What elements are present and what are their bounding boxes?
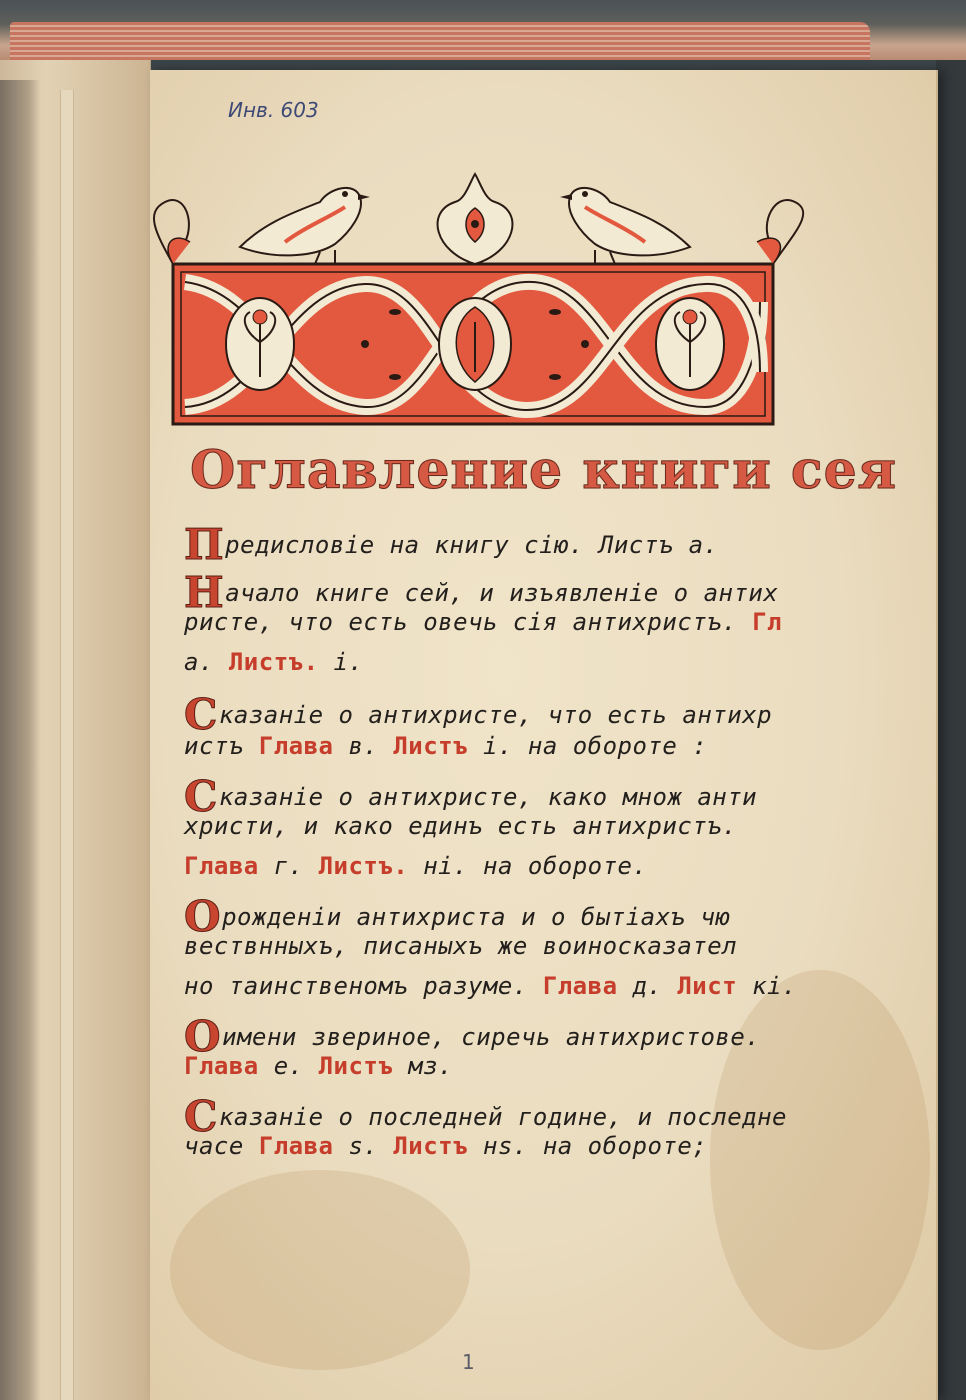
inventory-note: Инв. 603 [228,98,319,122]
entry-text: но таинственомъ разуме. [184,972,543,1000]
entry-tail: і. на обороте : [483,732,708,760]
initial-capital: С [184,690,218,739]
entry-text: казаніе о последней године, и последне [218,1103,788,1131]
right-bird [560,188,690,264]
rubric-text: Листъ. [228,648,334,676]
toc-line [184,852,647,880]
book-cover-edge [936,60,966,1400]
rubric-text: Листъ. [318,852,424,880]
entry-text: ачало книге сей, и изъявленіе о антих [225,579,779,607]
rubric-text: Листъ [318,1052,409,1080]
entry-text: часе [184,1132,259,1160]
rubric-text: Глава [258,732,349,760]
entry-tail: і. [333,648,364,676]
entry-number: е. [273,1052,319,1080]
rubric-text: Лист [677,972,753,1000]
entry-text: редисловіе на книгу сію. Листъ а. [225,531,719,559]
entry-number: д. [632,972,678,1000]
toc-line [184,648,363,676]
rubric-text: Глава [184,1052,274,1080]
entry-text: казаніе о антихристе, како множ анти [218,783,758,811]
rubric-text: Глава [258,1132,349,1160]
initial-capital: С [184,1092,218,1141]
toc-line [184,1132,707,1160]
initial-capital: С [184,772,218,821]
rubric-text: Листъ [393,1132,484,1160]
initial-capital: О [184,1012,222,1061]
page-edges-red [10,22,870,60]
page-title: Оглавление книги сея [190,440,898,501]
toc-line [184,972,797,1000]
rubric-text: Глава [184,852,274,880]
entry-tail: нs. на обороте; [483,1132,708,1160]
entry-number: г. [273,852,319,880]
ornamental-headpiece [145,172,820,434]
entry-text: имени звериное, сиречь антихристове. [222,1023,761,1051]
toc-line [184,1052,453,1080]
toc-line [184,608,782,636]
paper-stain [170,1170,470,1370]
initial-capital: О [184,892,222,941]
entry-text: истъ [184,732,259,760]
initial-capital: П [184,520,225,569]
folio-number: 1 [462,1350,475,1374]
entry-tail: ні. на обороте. [423,852,648,880]
toc-line [184,812,737,840]
left-bird [240,188,370,264]
binding-strip [60,90,74,1400]
entry-text: христи, и како единъ есть антихристъ. [184,812,738,840]
entry-tail: мз. [408,1052,454,1080]
entry-number: s. [348,1132,394,1160]
toc-line [184,732,707,760]
binding-shadow [0,80,40,1400]
entry-text: а. [184,648,229,676]
entry-text: ристе, что есть овечь сія антихристъ. [184,608,753,636]
initial-capital: Н [184,568,225,617]
entry-tail: кі. [752,972,797,1000]
toc-line [184,520,719,569]
entry-text: казаніе о антихристе, что есть антихр [218,701,773,729]
entry-number: в. [348,732,394,760]
entry-text: вествнныхъ, писаныхъ же воиносказател [184,932,738,960]
toc-line [184,932,737,960]
rubric-text: Глава [542,972,633,1000]
rubric-text: Листъ [393,732,484,760]
rubric-text: Гл [752,608,782,636]
entry-text: рожденіи антихриста и о бытіахъ чю [222,903,731,931]
